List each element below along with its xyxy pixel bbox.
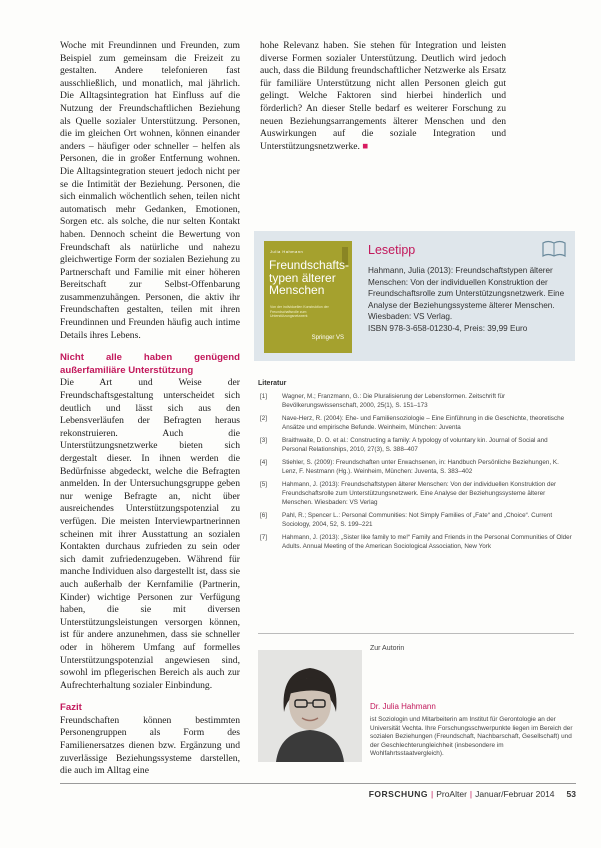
- lesetipp-box: [254, 231, 575, 361]
- literature-number: [4]: [260, 459, 268, 466]
- article-paragraph: Woche mit Freundinnen und Freunden, zum Beispiel zum gemeinsam die Freizeit zu gestalten. Andere telefonieren fast ausschließlich, und monatlich, mal jährlich. Die Alltagsintegration hat Einfluss auf die Nutzung der Freundschaftlichen Beziehung als Quelle sozialer Unterstützung. Personen, die im gleichen Ort wohnen, können einander anders – häufiger oder schneller – helfen als Personen, die in großer Entfernung wohnen. Die Alltagsintegration steuert jedoch nicht per se die Intimität der Beziehung. Personen, die sich einmalich wöchentlich sehen, teilen nicht automatisch mehr Gedanken, Emotionen, Sorgen etc. als solche, die nur selten Kontakt haben. Dennoch scheint die Bewertung von Freundschaft als natürliche und nahezu gleichwertige Form der sozialen Beziehung zu Partnerschaft und Familie mit einer höheren Bereitschaft zur Selbst-Offenbarung zusammenzuhängen. Personen, die aktiv ihr Freundschaften gestalten, teilen mit ihren Freundinnen und Freunden häufig auch intime Details ihres Lebens.: [60, 40, 240, 341]
- author-box: [258, 640, 578, 766]
- literature-item: [258, 458, 574, 476]
- literature-number: [2]: [260, 415, 268, 422]
- footer-separator: |: [430, 789, 434, 799]
- literature-item: [258, 511, 574, 529]
- page-footer: [240, 789, 576, 799]
- literature-item: [258, 533, 574, 551]
- author-portrait-icon: [258, 650, 362, 762]
- footer-separator: |: [469, 789, 473, 799]
- right-article-column: [260, 40, 506, 153]
- footer-rule: [60, 783, 576, 784]
- lesetipp-text: [368, 265, 568, 334]
- literature-text: Wagner, M.; Franzmann, G.: Die Pluralisierung der Lebensformen. Zeitschrift für Bevölkerungswissenschaft, 2000, 25(1), S. 151–173: [282, 393, 506, 409]
- article-paragraph: Freundschaften können bestimmten Personengruppen als Form des Familienersatzes dienen bzw. Ergänzung und zuverlässige Beziehungssysteme darstellen, die auch im Alltag eine: [60, 714, 240, 777]
- literature-number: [6]: [260, 512, 268, 519]
- literature-number: [7]: [260, 534, 268, 541]
- literature-item: [258, 392, 574, 410]
- section-heading: Fazit: [60, 702, 82, 714]
- author-heading: Zur Autorin: [370, 645, 405, 652]
- article-paragraph: [260, 40, 506, 153]
- literature-item: [258, 480, 574, 507]
- lesetipp-isbn: ISBN 978-3-658-01230-4, Preis: 39,99 Euro: [368, 323, 528, 333]
- book-cover: [264, 241, 352, 353]
- literature-number: [5]: [260, 481, 268, 488]
- end-mark: ■: [362, 140, 369, 152]
- literature-text: Braithwaite, D. O. et al.: Constructing a family: A typology of voluntary kin. Journal of Social and Personal Relationships, 2010, 27(3), S. 388–407: [282, 437, 548, 453]
- lesetipp-heading: Lesetipp: [368, 243, 416, 257]
- article-paragraph: Die Art und Weise der Freundschaftsgestaltung unterscheidet sich deutlich und lässt sich aus den Lebensverläufen der Befragten heraus rekonstruieren. Auch die Unterstützungsnetzwerke bieten sich dergestalt dieser. In ihnen werden die Bedürfnisse abgedeckt, welche die Befragten anmelden. In der Untersuchungsgruppe geben nur wenige Befragte an, nicht über ausreichendes Unterstützungspotenzial zu verfügen. Die meisten Interviewpartnerinnen scheinen mit ihrer Ausstattung an sozialen Kontakten durchaus zufrieden zu sein oder sich damit zufriedenzugeben. Während für manche Individuen also dargestellt ist, dass sie auch außerhalb der Kernfamilie (Partnerin, Kinder) wichtige Personen zur Verfügung haben, die sie mit diversen Unterstützungsleistungen versorgen können, ist für andere anzunehmen, dass sie schneller oder in höherem Umfang auf formelles Unterstützungspotenzial angewiesen sind, sowohl im pflegerischen Bereich als auch zur Aufrechterhaltung sozialer Einbindung.: [60, 377, 240, 691]
- section-heading: Nicht alle haben genügend außerfamiliäre Unterstützung: [60, 352, 240, 376]
- footer-section: FORSCHUNG: [368, 789, 428, 799]
- footer-issue: Januar/Februar 2014: [475, 789, 555, 799]
- author-bio: ist Soziologin und Mitarbeiterin am Institut für Gerontologie an der Universität Vechta. Ihre Forschungsschwerpunkte liegen im Bereich der sozialen Beziehungen (Freundschaft, Nachbarschaft, Gesellschaft) und der Geschlechterungleichheit (insbesondere im Wohlfahrtsstaatvergleich).: [370, 716, 573, 758]
- book-cover-author: Julia Hahmann: [270, 249, 304, 254]
- author-name: Dr. Julia Hahmann: [370, 702, 436, 711]
- literature-number: [3]: [260, 437, 268, 444]
- page-number: 53: [566, 789, 576, 799]
- book-cover-subtitle: Von der individuellen Konstruktion der Freundschaftsrolle zum Unterstützungsnetzwerk: [270, 305, 329, 318]
- literature-text: Nave-Herz, R. (2004): Ehe- und Familiensoziologie – Eine Einführung in die Geschichte, theoretische Ansätze und empirische Befunde. Weinheim, München: Juventa: [282, 415, 565, 431]
- footer-magazine: ProAlter: [436, 789, 467, 799]
- literature-list: [258, 392, 574, 551]
- literature-heading: Literatur: [258, 380, 287, 387]
- literature-number: [1]: [260, 393, 268, 400]
- article-paragraph-text: hohe Relevanz haben. Sie stehen für Integration und leisten diverse Formen sozialer Unterstützung. Deutlich wird jedoch auch, dass die Bildung freundschaftlicher Netzwerke als Ersatz für familiäre Unterstützung nicht allen Personen gleich gut gelingt. Welche Faktoren sind hierbei hinderlich und förderlich? An dieser Stelle bedarf es weiterer Forschung zu neuen Beziehungsarrangements älterer Menschen und den Auswirkungen auf die soziale Integration und Unterstützungsnetzwerke.: [260, 40, 506, 152]
- literature-text: Pahl, R.; Spencer L.: Personal Communities: Not Simply Families of „Fate“ and „Choice“. Current Sociology, 2004, 52, S. 199–221: [282, 512, 553, 528]
- literature-item: [258, 414, 574, 432]
- literature-section: [258, 379, 574, 555]
- literature-item: [258, 436, 574, 454]
- literature-text: Hahmann, J. (2013): „Sister like family to me!“ Family and Friends in the Personal Communities of Older Adults. Annual Meeting of the American Sociological Association, New York: [282, 534, 572, 550]
- book-cover-title: Freundschafts-typen älterer Menschen: [269, 258, 350, 297]
- open-book-icon: [541, 239, 567, 259]
- lesetipp-citation: Hahmann, Julia (2013): Freundschaftstypen älterer Menschen: Von der individuellen Konstruktion der Freundschaftsrolle zum Unterstützungsnetzwerk. Eine Analyse der Beziehungssysteme älterer Menschen. Wiesbaden: VS Verlag.: [368, 266, 565, 321]
- literature-text: Stiehler, S. (2009): Freundschaften unter Erwachsenen, in: Handbuch Persönliche Beziehungen, K. Lenz, F. Nestmann (Hg.). Weinheim, München: Juventa, S. 383–402: [282, 459, 559, 475]
- literature-text: Hahmann, J. (2013): Freundschaftstypen älterer Menschen: Von der individuellen Konstruktion der Freundschaftsrolle zum Unterstützungsnetzwerk. Eine Analyse der Beziehungssysteme älterer Menschen. Wiesbaden: VS Verlag: [282, 481, 557, 506]
- left-article-column: [60, 40, 240, 778]
- section-divider: [258, 633, 574, 634]
- book-cover-publisher: Springer VS: [311, 335, 344, 341]
